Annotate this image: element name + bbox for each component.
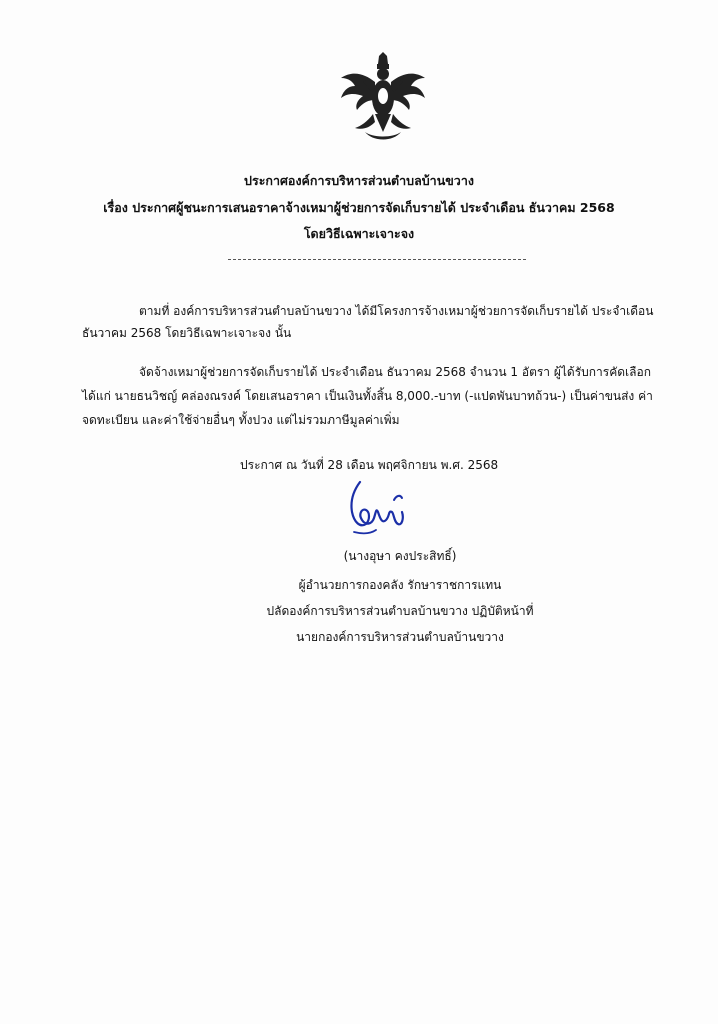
signer-title-3: นายกองค์การบริหารส่วนตำบลบ้านขวาง — [296, 630, 504, 644]
paragraph1-line2: ธันวาคม 2568 โดยวิธีเฉพาะเจาะจง นั้น — [82, 326, 292, 340]
dashed-divider — [228, 259, 526, 260]
paragraph1-line1: ตามที่ องค์การบริหารส่วนตำบลบ้านขวาง ได้มีโครงการจ้างเหมาผู้ช่วยการจัดเก็บรายได้ ประจำเดือน — [139, 304, 654, 318]
paragraph2-line2: ได้แก่ นายธนวิชญ์ คล่องณรงค์ โดยเสนอราคา เป็นเงินทั้งสิ้น 8,000.-บาท (-แปดพันบาทถ้วน-) เป็นค่าขนส่ง ค่า — [82, 389, 653, 403]
heading-method: โดยวิธีเฉพาะเจาะจง — [303, 226, 415, 241]
announcement-date: ประกาศ ณ วันที่ 28 เดือน พฤศจิกายน พ.ศ. 2568 — [240, 458, 499, 472]
heading-subject: เรื่อง ประกาศผู้ชนะการเสนอราคาจ้างเหมาผู้ช่วยการจัดเก็บรายได้ ประจำเดือน ธันวาคม 2568 — [103, 200, 615, 215]
signer-title-2: ปลัดองค์การบริหารส่วนตำบลบ้านขวาง ปฏิบัติหน้าที่ — [266, 604, 534, 618]
garuda-emblem-icon — [335, 52, 431, 148]
handwritten-signature-icon — [336, 478, 414, 540]
heading-organization: ประกาศองค์การบริหารส่วนตำบลบ้านขวาง — [244, 173, 474, 188]
signer-name: (นางอุษา คงประสิทธิ์) — [343, 549, 457, 563]
signer-title-1: ผู้อำนวยการกองคลัง รักษาราชการแทน — [298, 578, 502, 592]
paragraph2-line3: จดทะเบียน และค่าใช้จ่ายอื่นๆ ทั้งปวง แต่ไม่รวมภาษีมูลค่าเพิ่ม — [82, 413, 400, 427]
paragraph2-line1: จัดจ้างเหมาผู้ช่วยการจัดเก็บรายได้ ประจำเดือน ธันวาคม 2568 จำนวน 1 อัตรา ผู้ได้รับการคัดเลือก — [139, 365, 651, 379]
